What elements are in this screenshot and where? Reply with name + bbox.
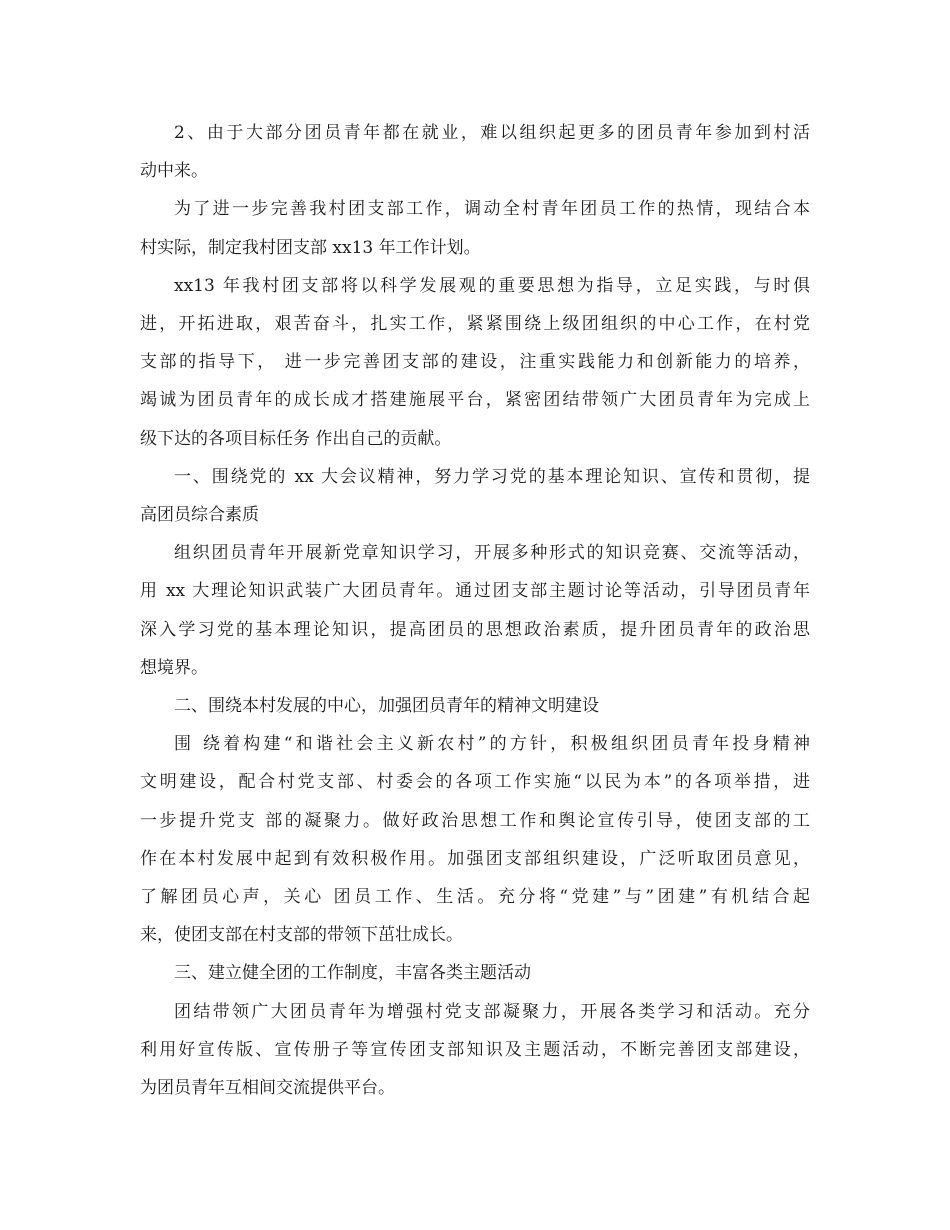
document-body [140,114,810,1107]
text-line: 三、建立健全团的工作制度，丰富各类主题活动 [174,963,531,984]
text-line: xx13 年我村团支部将以科学发展观的重要思想为指导，立足实践，与时俱 [174,275,810,296]
text-line: 动中来。 [140,161,208,182]
text-line: 为了进一步完善我村团支部工作，调动全村青年团员工作的热情，现结合本 [174,199,810,220]
text-line: 高团员综合素质 [140,505,259,526]
paragraph-4 [140,534,810,687]
text-line: 想境界。 [140,657,208,678]
text-line: 文明建设，配合村党支部、村委会的各项工作实施“以民为本”的各项举措，进 [140,772,810,793]
text-line: 了解团员心声，关心 团员工作、生活。充分将“党建”与”团建”有机结合起 [140,887,810,908]
text-line: 来，使团支部在村支部的带领下茁壮成长。 [140,925,463,946]
text-line: 一、围绕党的 xx 大会议精神，努力学习党的基本理论知识、宣传和贯彻，提 [174,466,810,487]
text-line: 进，开拓进取，艰苦奋斗，扎实工作，紧紧围绕上级团组织的中心工作，在村党 [140,314,810,335]
text-line: 利用好宣传版、宣传册子等宣传团支部知识及主题活动，不断完善团支部建设， [140,1039,810,1060]
paragraph-2 [140,190,810,266]
text-line: 围 绕着构建“和谐社会主义新农村”的方针，积极组织团员青年投身精神 [174,734,810,755]
text-line: 深入学习党的基本理论知识，提高团员的思想政治素质，提升团员青年的政治思 [140,619,810,640]
text-line: 一步提升党支 部的凝聚力。做好政治思想工作和舆论宣传引导，使团支部的工 [140,810,810,831]
text-line: 组织团员青年开展新党章知识学习，开展多种形式的知识竞赛、交流等活动， [174,543,810,564]
text-line: 用 xx 大理论知识武装广大团员青年。通过团支部主题讨论等活动，引导团员青年 [140,581,810,602]
section-heading-3 [140,954,810,992]
text-line: 二、围绕本村发展的中心，加强团员青年的精神文明建设 [174,696,599,717]
section-heading-1 [140,458,810,534]
paragraph-5 [140,725,810,954]
text-line: 2、由于大部分团员青年都在就业，难以组织起更多的团员青年参加到村活 [174,123,810,143]
paragraph-1 [140,114,810,190]
text-line: 团结带领广大团员青年为增强村党支部凝聚力，开展各类学习和活动。充分 [174,1001,810,1022]
text-line: 支部的指导下， 进一步完善团支部的建设，注重实践能力和创新能力的培养， [140,352,810,373]
text-line: 为团员青年互相间交流提供平台。 [140,1078,395,1099]
section-heading-2 [140,687,810,725]
text-line: 竭诚为团员青年的成长成才搭建施展平台，紧密团结带领广大团员青年为完成上 [140,390,810,411]
text-line: 村实际，制定我村团支部 xx13 年工作计划。 [140,237,481,258]
paragraph-6 [140,993,810,1108]
text-line: 级下达的各项目标任务 作出自己的贡献。 [140,428,452,449]
paragraph-3 [140,267,810,458]
text-line: 作在本村发展中起到有效积极作用。加强团支部组织建设，广泛听取团员意见， [140,848,810,869]
